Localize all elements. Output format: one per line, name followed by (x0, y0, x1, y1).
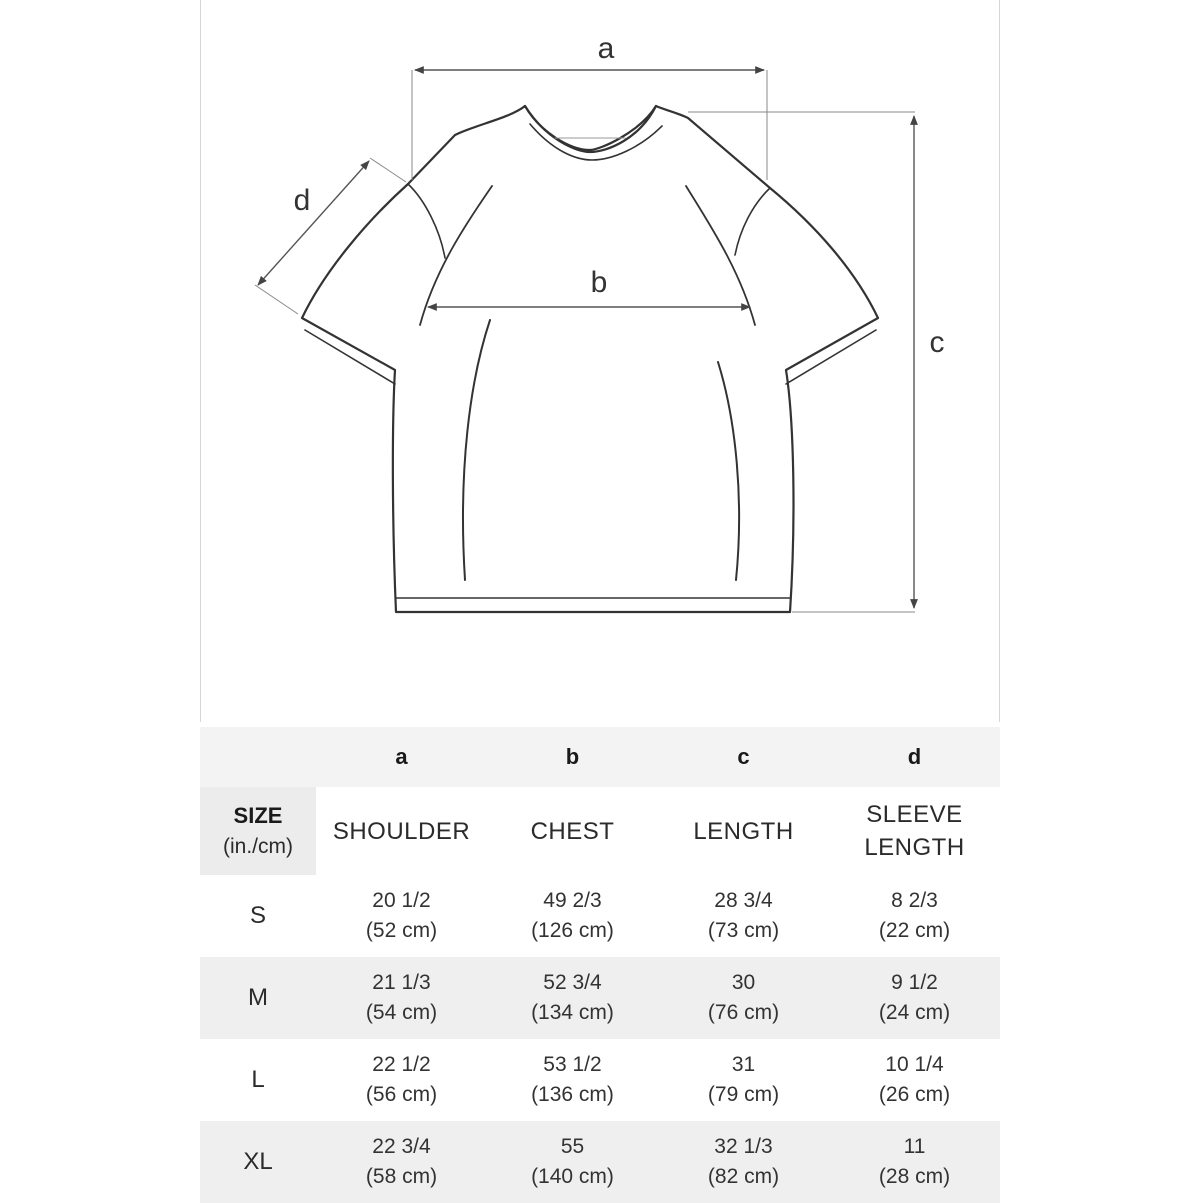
value-cell-length (658, 1039, 829, 1121)
value-cm: (54 cm) (365, 1001, 438, 1024)
value-cm: (24 cm) (878, 1001, 951, 1024)
value-cell-sleeve-length (829, 875, 1000, 957)
header-letter-d: d (907, 744, 922, 769)
label-b: b (590, 266, 608, 299)
column-name-line: CHEST (530, 817, 615, 845)
value-cm: (22 cm) (878, 919, 951, 942)
value-in: 31 (731, 1053, 756, 1076)
size-label: L (251, 1066, 265, 1093)
value-in: 53 1/2 (543, 1053, 602, 1076)
value-cell-chest (487, 875, 658, 957)
value-in: 52 3/4 (543, 971, 602, 994)
value-in: 10 1/4 (885, 1053, 944, 1076)
column-name-line: LENGTH (864, 834, 965, 861)
value-in: 30 (731, 971, 756, 994)
column-name-line: LENGTH (693, 817, 794, 845)
column-name-sleeve-length (829, 787, 1000, 875)
label-d: d (293, 184, 311, 217)
table-row-l (200, 1039, 1000, 1121)
value-cell-length (658, 1121, 829, 1203)
value-in: 21 1/3 (372, 971, 431, 994)
size-label: XL (243, 1148, 273, 1175)
value-in: 55 (560, 1135, 585, 1158)
value-in: 8 2/3 (891, 889, 938, 912)
label-a: a (597, 32, 615, 65)
value-in: 11 (903, 1135, 926, 1158)
value-cm: (56 cm) (365, 1083, 438, 1106)
size-header-cell (200, 787, 316, 875)
size-label: M (248, 984, 268, 1011)
left-raglan-line (420, 186, 492, 325)
column-name-length (658, 787, 829, 875)
table-row-s (200, 875, 1000, 957)
value-cell-shoulder (316, 957, 487, 1039)
value-cm: (82 cm) (707, 1165, 780, 1188)
header-letter-c: c (737, 744, 750, 769)
label-c: c (929, 326, 945, 359)
value-in: 49 2/3 (543, 889, 602, 912)
value-in: 28 3/4 (714, 889, 773, 912)
size-chart-table (200, 727, 1000, 1203)
value-in: 22 1/2 (372, 1053, 431, 1076)
right-sleeve-cuff (786, 330, 876, 384)
value-cell-shoulder (316, 1121, 487, 1203)
value-cm: (76 cm) (707, 1001, 780, 1024)
value-cell-chest (487, 1039, 658, 1121)
right-side-curve (718, 362, 739, 580)
value-cell-chest (487, 1121, 658, 1203)
value-cm: (79 cm) (707, 1083, 780, 1106)
value-cm: (26 cm) (878, 1083, 951, 1106)
value-cm: (73 cm) (707, 919, 780, 942)
value-in: 9 1/2 (891, 971, 938, 994)
column-name-shoulder (316, 787, 487, 875)
right-shoulder-seam (735, 188, 770, 255)
value-cell-shoulder (316, 1039, 487, 1121)
value-cell-chest (487, 957, 658, 1039)
value-in: 22 3/4 (372, 1135, 431, 1158)
header-corner-cell (200, 727, 316, 787)
right-raglan-line (686, 186, 755, 325)
size-header-title: SIZE (233, 803, 283, 828)
header-letter-a: a (395, 744, 408, 769)
value-cm: (28 cm) (878, 1165, 951, 1188)
header-names-row (200, 787, 1000, 875)
value-cell-sleeve-length (829, 1121, 1000, 1203)
dimension-a (412, 70, 767, 180)
left-shoulder-seam (408, 184, 445, 258)
value-in: 20 1/2 (372, 889, 431, 912)
value-cell-sleeve-length (829, 1039, 1000, 1121)
column-name-line: SHOULDER (332, 817, 471, 845)
size-label: S (249, 902, 266, 929)
dimension-d (255, 158, 406, 314)
tshirt-outline (302, 106, 878, 612)
value-cell-shoulder (316, 875, 487, 957)
header-letters-row (200, 727, 1000, 787)
left-sleeve-cuff (305, 330, 395, 384)
value-cm: (126 cm) (531, 919, 614, 942)
size-header-unit: (in./cm) (223, 835, 293, 858)
value-cm: (52 cm) (365, 919, 438, 942)
left-side-curve (463, 320, 490, 580)
value-cm: (134 cm) (531, 1001, 614, 1024)
value-in: 32 1/3 (714, 1135, 773, 1158)
value-cm: (140 cm) (531, 1165, 614, 1188)
value-cell-sleeve-length (829, 957, 1000, 1039)
value-cm: (136 cm) (531, 1083, 614, 1106)
collar-inner (530, 124, 662, 160)
value-cell-length (658, 875, 829, 957)
table-row-xl (200, 1121, 1000, 1203)
header-letter-b: b (565, 744, 580, 769)
column-name-line: SLEEVE (866, 801, 963, 828)
tshirt-body-path (302, 106, 878, 612)
value-cm: (58 cm) (365, 1165, 438, 1188)
table-row-m (200, 957, 1000, 1039)
column-name-chest (487, 787, 658, 875)
value-cell-length (658, 957, 829, 1039)
